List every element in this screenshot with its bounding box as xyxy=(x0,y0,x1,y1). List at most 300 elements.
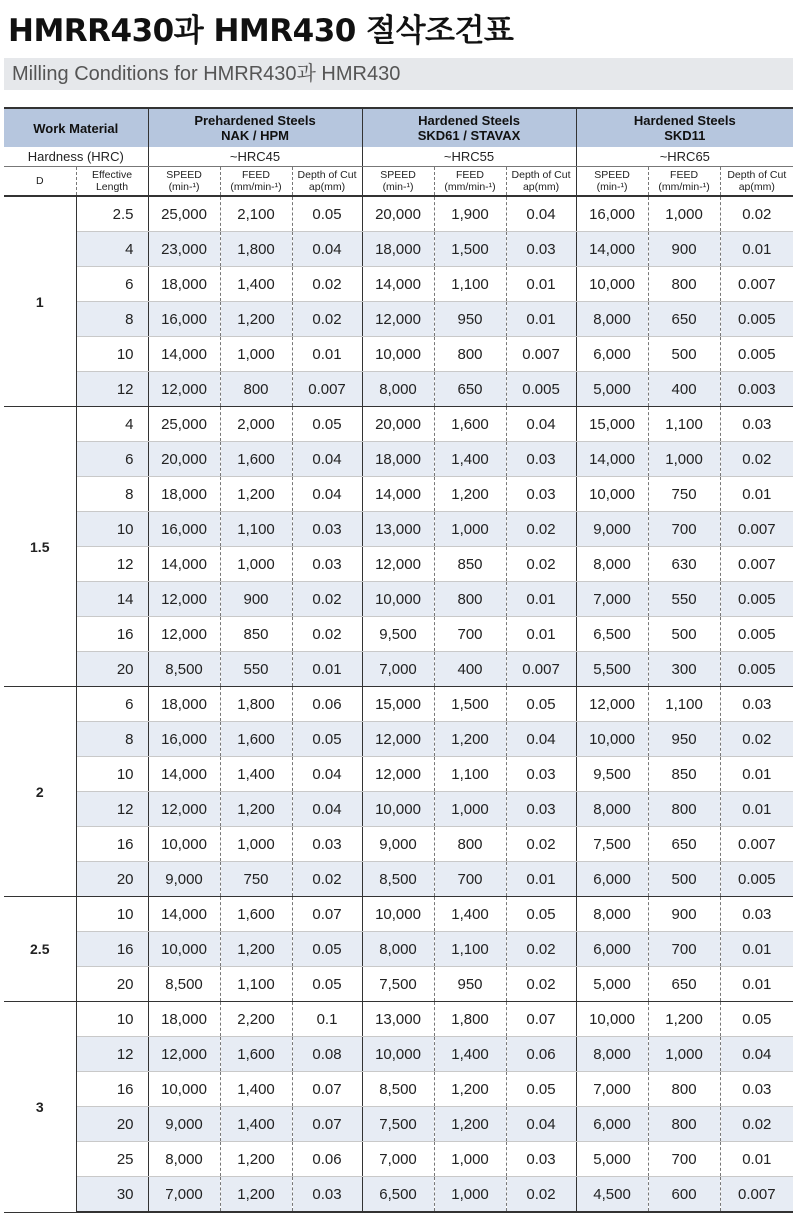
feed-cell: 800 xyxy=(648,1107,720,1142)
speed-cell: 7,500 xyxy=(576,827,648,862)
depth-cell: 0.06 xyxy=(292,687,362,722)
feed-cell: 400 xyxy=(434,652,506,687)
depth-cell: 0.01 xyxy=(292,337,362,372)
column-label-line: ap(mm) xyxy=(738,181,775,193)
depth-cell: 0.02 xyxy=(292,302,362,337)
speed-cell: 8,000 xyxy=(362,372,434,407)
speed-cell: 16,000 xyxy=(576,196,648,232)
speed-cell: 6,000 xyxy=(576,932,648,967)
speed-cell: 12,000 xyxy=(362,302,434,337)
depth-cell: 0.02 xyxy=(506,827,576,862)
speed-cell: 16,000 xyxy=(148,302,220,337)
speed-cell: 25,000 xyxy=(148,196,220,232)
depth-cell: 0.005 xyxy=(720,337,793,372)
speed-cell: 8,000 xyxy=(576,302,648,337)
effective-length-cell: 20 xyxy=(76,967,148,1002)
effective-length-cell: 20 xyxy=(76,652,148,687)
depth-cell: 0.01 xyxy=(506,582,576,617)
effective-length-cell: 16 xyxy=(76,617,148,652)
depth-cell: 0.005 xyxy=(720,617,793,652)
effective-length-cell: 12 xyxy=(76,1037,148,1072)
speed-cell: 12,000 xyxy=(148,617,220,652)
speed-cell: 20,000 xyxy=(362,407,434,442)
table-row xyxy=(4,337,793,372)
column-label-line: ap(mm) xyxy=(522,181,560,193)
depth-cell: 0.05 xyxy=(506,1072,576,1107)
speed-cell: 18,000 xyxy=(148,477,220,512)
feed-cell: 700 xyxy=(648,932,720,967)
depth-cell: 0.03 xyxy=(720,407,793,442)
effective-length-cell: 10 xyxy=(76,897,148,932)
column-label-line: Depth of Cut xyxy=(297,169,357,181)
feed-cell: 1,000 xyxy=(220,827,292,862)
depth-cell: 0.07 xyxy=(292,1107,362,1142)
feed-cell: 850 xyxy=(648,757,720,792)
feed-cell: 1,000 xyxy=(648,196,720,232)
depth-column-header xyxy=(292,167,362,197)
depth-cell: 0.007 xyxy=(506,337,576,372)
column-label-line: SPEED xyxy=(166,169,202,181)
depth-cell: 0.02 xyxy=(292,862,362,897)
effective-length-cell: 20 xyxy=(76,1107,148,1142)
feed-cell: 1,100 xyxy=(434,757,506,792)
material-group-grade: NAK / HPM xyxy=(221,128,289,143)
feed-cell: 1,200 xyxy=(220,792,292,827)
table-row xyxy=(4,827,793,862)
feed-cell: 800 xyxy=(434,337,506,372)
depth-cell: 0.01 xyxy=(720,1142,793,1177)
effective-length-cell: 8 xyxy=(76,302,148,337)
feed-cell: 850 xyxy=(434,547,506,582)
depth-cell: 0.04 xyxy=(506,407,576,442)
effective-length-cell: 4 xyxy=(76,407,148,442)
depth-column-header xyxy=(720,167,793,197)
speed-cell: 20,000 xyxy=(148,442,220,477)
hardness-value: ~HRC55 xyxy=(362,147,576,167)
speed-cell: 18,000 xyxy=(148,687,220,722)
depth-cell: 0.05 xyxy=(506,687,576,722)
depth-cell: 0.01 xyxy=(720,232,793,267)
speed-column-header xyxy=(148,167,220,197)
diameter-cell: 3 xyxy=(4,1002,76,1213)
speed-cell: 15,000 xyxy=(362,687,434,722)
feed-cell: 1,500 xyxy=(434,687,506,722)
feed-cell: 500 xyxy=(648,862,720,897)
speed-cell: 14,000 xyxy=(576,232,648,267)
depth-cell: 0.04 xyxy=(292,477,362,512)
effective-length-cell: 16 xyxy=(76,932,148,967)
feed-cell: 1,200 xyxy=(220,1142,292,1177)
depth-cell: 0.01 xyxy=(720,757,793,792)
feed-cell: 1,400 xyxy=(220,267,292,302)
material-group-name: Hardened Steels xyxy=(633,113,736,128)
feed-cell: 1,200 xyxy=(434,722,506,757)
effective-length-cell: 12 xyxy=(76,372,148,407)
table-row xyxy=(4,792,793,827)
depth-cell: 0.07 xyxy=(506,1002,576,1037)
feed-cell: 1,400 xyxy=(434,1037,506,1072)
depth-cell: 0.02 xyxy=(506,512,576,547)
depth-cell: 0.007 xyxy=(720,827,793,862)
speed-cell: 10,000 xyxy=(576,1002,648,1037)
speed-cell: 7,000 xyxy=(148,1177,220,1213)
depth-cell: 0.04 xyxy=(506,196,576,232)
feed-cell: 1,800 xyxy=(220,687,292,722)
speed-cell: 7,000 xyxy=(362,652,434,687)
speed-cell: 14,000 xyxy=(148,757,220,792)
hardness-value: ~HRC65 xyxy=(576,147,793,167)
effective-length-cell: 30 xyxy=(76,1177,148,1213)
depth-cell: 0.02 xyxy=(292,267,362,302)
feed-cell: 1,200 xyxy=(220,1177,292,1213)
depth-cell: 0.01 xyxy=(506,267,576,302)
feed-cell: 1,600 xyxy=(220,1037,292,1072)
table-row xyxy=(4,687,793,722)
effective-length-cell: 6 xyxy=(76,267,148,302)
table-row xyxy=(4,967,793,1002)
effective-length-cell: 10 xyxy=(76,512,148,547)
depth-cell: 0.04 xyxy=(292,757,362,792)
feed-cell: 1,000 xyxy=(434,512,506,547)
speed-cell: 14,000 xyxy=(148,547,220,582)
feed-cell: 1,200 xyxy=(434,1107,506,1142)
header-row-hardness xyxy=(4,147,793,167)
speed-cell: 25,000 xyxy=(148,407,220,442)
feed-cell: 400 xyxy=(648,372,720,407)
feed-cell: 630 xyxy=(648,547,720,582)
effective-length-cell: 4 xyxy=(76,232,148,267)
feed-cell: 950 xyxy=(434,967,506,1002)
depth-cell: 0.05 xyxy=(720,1002,793,1037)
speed-cell: 16,000 xyxy=(148,512,220,547)
speed-column-header xyxy=(576,167,648,197)
speed-cell: 8,500 xyxy=(362,1072,434,1107)
depth-cell: 0.04 xyxy=(292,232,362,267)
effective-length-cell: 12 xyxy=(76,792,148,827)
depth-cell: 0.01 xyxy=(506,617,576,652)
feed-cell: 2,100 xyxy=(220,196,292,232)
feed-cell: 1,200 xyxy=(220,302,292,337)
feed-cell: 500 xyxy=(648,337,720,372)
table-row xyxy=(4,652,793,687)
column-label-line: FEED xyxy=(456,169,485,181)
speed-cell: 12,000 xyxy=(576,687,648,722)
feed-cell: 1,600 xyxy=(220,897,292,932)
material-group-name: Prehardened Steels xyxy=(194,113,316,128)
column-label-line: Depth of Cut xyxy=(727,169,787,181)
hardness-label: Hardness (HRC) xyxy=(4,147,148,167)
feed-cell: 800 xyxy=(648,792,720,827)
feed-cell: 800 xyxy=(648,1072,720,1107)
speed-cell: 9,000 xyxy=(148,862,220,897)
speed-cell: 10,000 xyxy=(362,792,434,827)
feed-cell: 650 xyxy=(648,302,720,337)
depth-cell: 0.04 xyxy=(292,442,362,477)
feed-cell: 800 xyxy=(434,582,506,617)
table-row xyxy=(4,302,793,337)
material-group-grade: SKD11 xyxy=(664,128,706,143)
depth-cell: 0.1 xyxy=(292,1002,362,1037)
depth-cell: 0.03 xyxy=(506,232,576,267)
feed-cell: 1,200 xyxy=(648,1002,720,1037)
speed-cell: 10,000 xyxy=(576,477,648,512)
feed-cell: 750 xyxy=(648,477,720,512)
feed-cell: 1,000 xyxy=(648,1037,720,1072)
table-row xyxy=(4,757,793,792)
feed-cell: 1,000 xyxy=(434,792,506,827)
speed-cell: 12,000 xyxy=(362,757,434,792)
speed-cell: 14,000 xyxy=(148,897,220,932)
depth-cell: 0.03 xyxy=(292,1177,362,1213)
table-row xyxy=(4,232,793,267)
depth-cell: 0.06 xyxy=(292,1142,362,1177)
feed-cell: 800 xyxy=(220,372,292,407)
depth-cell: 0.03 xyxy=(506,792,576,827)
speed-cell: 4,500 xyxy=(576,1177,648,1213)
feed-cell: 700 xyxy=(434,617,506,652)
depth-cell: 0.02 xyxy=(720,442,793,477)
speed-cell: 5,000 xyxy=(576,967,648,1002)
depth-cell: 0.03 xyxy=(506,757,576,792)
depth-cell: 0.03 xyxy=(720,687,793,722)
effective-length-cell: 8 xyxy=(76,722,148,757)
depth-cell: 0.003 xyxy=(720,372,793,407)
feed-cell: 1,200 xyxy=(220,932,292,967)
table-row xyxy=(4,1072,793,1107)
diameter-cell: 1.5 xyxy=(4,407,76,687)
column-label-line: SPEED xyxy=(594,169,630,181)
feed-cell: 600 xyxy=(648,1177,720,1213)
speed-cell: 6,500 xyxy=(576,617,648,652)
feed-cell: 1,400 xyxy=(220,1072,292,1107)
speed-cell: 14,000 xyxy=(362,267,434,302)
feed-cell: 550 xyxy=(648,582,720,617)
depth-cell: 0.01 xyxy=(506,862,576,897)
feed-cell: 1,100 xyxy=(220,967,292,1002)
speed-cell: 10,000 xyxy=(576,722,648,757)
feed-cell: 1,000 xyxy=(434,1177,506,1213)
depth-cell: 0.02 xyxy=(506,967,576,1002)
table-row xyxy=(4,442,793,477)
speed-cell: 14,000 xyxy=(362,477,434,512)
feed-cell: 1,000 xyxy=(434,1142,506,1177)
header-row-material xyxy=(4,108,793,147)
table-row xyxy=(4,582,793,617)
speed-cell: 8,000 xyxy=(576,792,648,827)
speed-cell: 18,000 xyxy=(148,1002,220,1037)
feed-cell: 1,100 xyxy=(648,687,720,722)
speed-cell: 6,500 xyxy=(362,1177,434,1213)
speed-cell: 12,000 xyxy=(148,1037,220,1072)
feed-column-header xyxy=(220,167,292,197)
speed-cell: 12,000 xyxy=(362,547,434,582)
speed-cell: 20,000 xyxy=(362,196,434,232)
speed-cell: 8,000 xyxy=(576,897,648,932)
depth-cell: 0.007 xyxy=(292,372,362,407)
speed-cell: 10,000 xyxy=(362,337,434,372)
material-group-header xyxy=(148,108,362,147)
speed-cell: 12,000 xyxy=(148,372,220,407)
depth-cell: 0.005 xyxy=(720,582,793,617)
speed-cell: 8,500 xyxy=(362,862,434,897)
feed-cell: 1,000 xyxy=(648,442,720,477)
depth-cell: 0.03 xyxy=(506,477,576,512)
speed-cell: 14,000 xyxy=(576,442,648,477)
speed-cell: 7,000 xyxy=(576,1072,648,1107)
feed-cell: 1,000 xyxy=(220,337,292,372)
depth-cell: 0.02 xyxy=(292,582,362,617)
depth-cell: 0.03 xyxy=(292,512,362,547)
diameter-cell: 2 xyxy=(4,687,76,897)
column-label-line: ap(mm) xyxy=(308,181,346,193)
effective-length-cell: 10 xyxy=(76,1002,148,1037)
depth-cell: 0.05 xyxy=(292,196,362,232)
depth-cell: 0.03 xyxy=(506,442,576,477)
depth-cell: 0.005 xyxy=(720,302,793,337)
speed-cell: 14,000 xyxy=(148,337,220,372)
feed-cell: 800 xyxy=(434,827,506,862)
length-label-line: Length xyxy=(95,181,129,193)
speed-cell: 6,000 xyxy=(576,862,648,897)
diameter-cell: 2.5 xyxy=(4,897,76,1002)
feed-cell: 1,400 xyxy=(434,897,506,932)
depth-cell: 0.05 xyxy=(292,967,362,1002)
table-row xyxy=(4,477,793,512)
feed-cell: 700 xyxy=(648,1142,720,1177)
column-label-line: FEED xyxy=(670,169,699,181)
feed-cell: 1,100 xyxy=(434,932,506,967)
hardness-value: ~HRC45 xyxy=(148,147,362,167)
feed-cell: 1,000 xyxy=(220,547,292,582)
table-row xyxy=(4,1142,793,1177)
depth-cell: 0.02 xyxy=(292,617,362,652)
feed-cell: 1,100 xyxy=(220,512,292,547)
depth-cell: 0.07 xyxy=(292,897,362,932)
effective-length-cell: 16 xyxy=(76,1072,148,1107)
speed-cell: 7,000 xyxy=(576,582,648,617)
feed-cell: 1,800 xyxy=(220,232,292,267)
material-group-grade: SKD61 / STAVAX xyxy=(417,128,521,143)
page-subtitle: Milling Conditions for HMRR430과 HMR430 xyxy=(4,58,793,90)
depth-cell: 0.005 xyxy=(720,862,793,897)
depth-cell: 0.007 xyxy=(720,267,793,302)
depth-cell: 0.01 xyxy=(720,792,793,827)
depth-cell: 0.02 xyxy=(720,722,793,757)
depth-cell: 0.01 xyxy=(720,932,793,967)
feed-cell: 650 xyxy=(434,372,506,407)
speed-cell: 10,000 xyxy=(362,582,434,617)
diameter-cell: 1 xyxy=(4,196,76,407)
depth-cell: 0.01 xyxy=(720,967,793,1002)
depth-cell: 0.005 xyxy=(506,372,576,407)
speed-cell: 10,000 xyxy=(148,827,220,862)
effective-length-cell: 16 xyxy=(76,827,148,862)
material-group-header xyxy=(576,108,793,147)
depth-cell: 0.05 xyxy=(292,722,362,757)
depth-cell: 0.01 xyxy=(292,652,362,687)
table-row xyxy=(4,1177,793,1213)
depth-cell: 0.02 xyxy=(506,932,576,967)
speed-cell: 10,000 xyxy=(148,932,220,967)
column-label-line: (mm/min-¹) xyxy=(444,181,496,193)
depth-cell: 0.03 xyxy=(720,1072,793,1107)
feed-cell: 650 xyxy=(648,967,720,1002)
feed-cell: 1,100 xyxy=(648,407,720,442)
feed-cell: 1,200 xyxy=(220,477,292,512)
speed-cell: 8,000 xyxy=(576,1037,648,1072)
depth-cell: 0.04 xyxy=(506,722,576,757)
effective-length-cell: 8 xyxy=(76,477,148,512)
feed-cell: 1,600 xyxy=(434,407,506,442)
speed-cell: 10,000 xyxy=(362,1037,434,1072)
table-row xyxy=(4,862,793,897)
speed-cell: 9,000 xyxy=(576,512,648,547)
feed-cell: 2,000 xyxy=(220,407,292,442)
speed-cell: 5,000 xyxy=(576,372,648,407)
table-row xyxy=(4,267,793,302)
depth-cell: 0.01 xyxy=(506,302,576,337)
depth-cell: 0.03 xyxy=(506,1142,576,1177)
speed-cell: 18,000 xyxy=(148,267,220,302)
depth-cell: 0.04 xyxy=(292,792,362,827)
d-column-header: D xyxy=(4,167,76,197)
feed-cell: 300 xyxy=(648,652,720,687)
speed-cell: 10,000 xyxy=(362,897,434,932)
effective-length-cell: 10 xyxy=(76,337,148,372)
feed-cell: 1,500 xyxy=(434,232,506,267)
milling-conditions-table xyxy=(4,107,793,1213)
feed-cell: 1,600 xyxy=(220,722,292,757)
feed-cell: 1,100 xyxy=(434,267,506,302)
table-row xyxy=(4,547,793,582)
effective-length-cell: 12 xyxy=(76,547,148,582)
feed-cell: 1,200 xyxy=(434,1072,506,1107)
depth-cell: 0.005 xyxy=(720,652,793,687)
feed-cell: 1,200 xyxy=(434,477,506,512)
speed-cell: 7,500 xyxy=(362,967,434,1002)
feed-cell: 900 xyxy=(220,582,292,617)
feed-column-header xyxy=(648,167,720,197)
column-label-line: (min-¹) xyxy=(382,181,414,193)
feed-column-header xyxy=(434,167,506,197)
speed-cell: 16,000 xyxy=(148,722,220,757)
speed-cell: 12,000 xyxy=(148,582,220,617)
effective-length-cell: 10 xyxy=(76,757,148,792)
column-label-line: (min-¹) xyxy=(168,181,200,193)
feed-cell: 950 xyxy=(648,722,720,757)
depth-cell: 0.007 xyxy=(720,1177,793,1213)
material-group-header xyxy=(362,108,576,147)
feed-cell: 550 xyxy=(220,652,292,687)
effective-length-cell: 6 xyxy=(76,687,148,722)
depth-column-header xyxy=(506,167,576,197)
feed-cell: 1,900 xyxy=(434,196,506,232)
speed-cell: 8,500 xyxy=(148,652,220,687)
speed-cell: 18,000 xyxy=(362,442,434,477)
header-row-columns xyxy=(4,167,793,197)
feed-cell: 1,400 xyxy=(220,757,292,792)
feed-cell: 950 xyxy=(434,302,506,337)
table-row xyxy=(4,1037,793,1072)
feed-cell: 1,400 xyxy=(434,442,506,477)
speed-cell: 9,000 xyxy=(362,827,434,862)
effective-length-cell: 20 xyxy=(76,862,148,897)
feed-cell: 2,200 xyxy=(220,1002,292,1037)
depth-cell: 0.007 xyxy=(506,652,576,687)
feed-cell: 700 xyxy=(648,512,720,547)
table-row xyxy=(4,897,793,932)
depth-cell: 0.01 xyxy=(720,477,793,512)
